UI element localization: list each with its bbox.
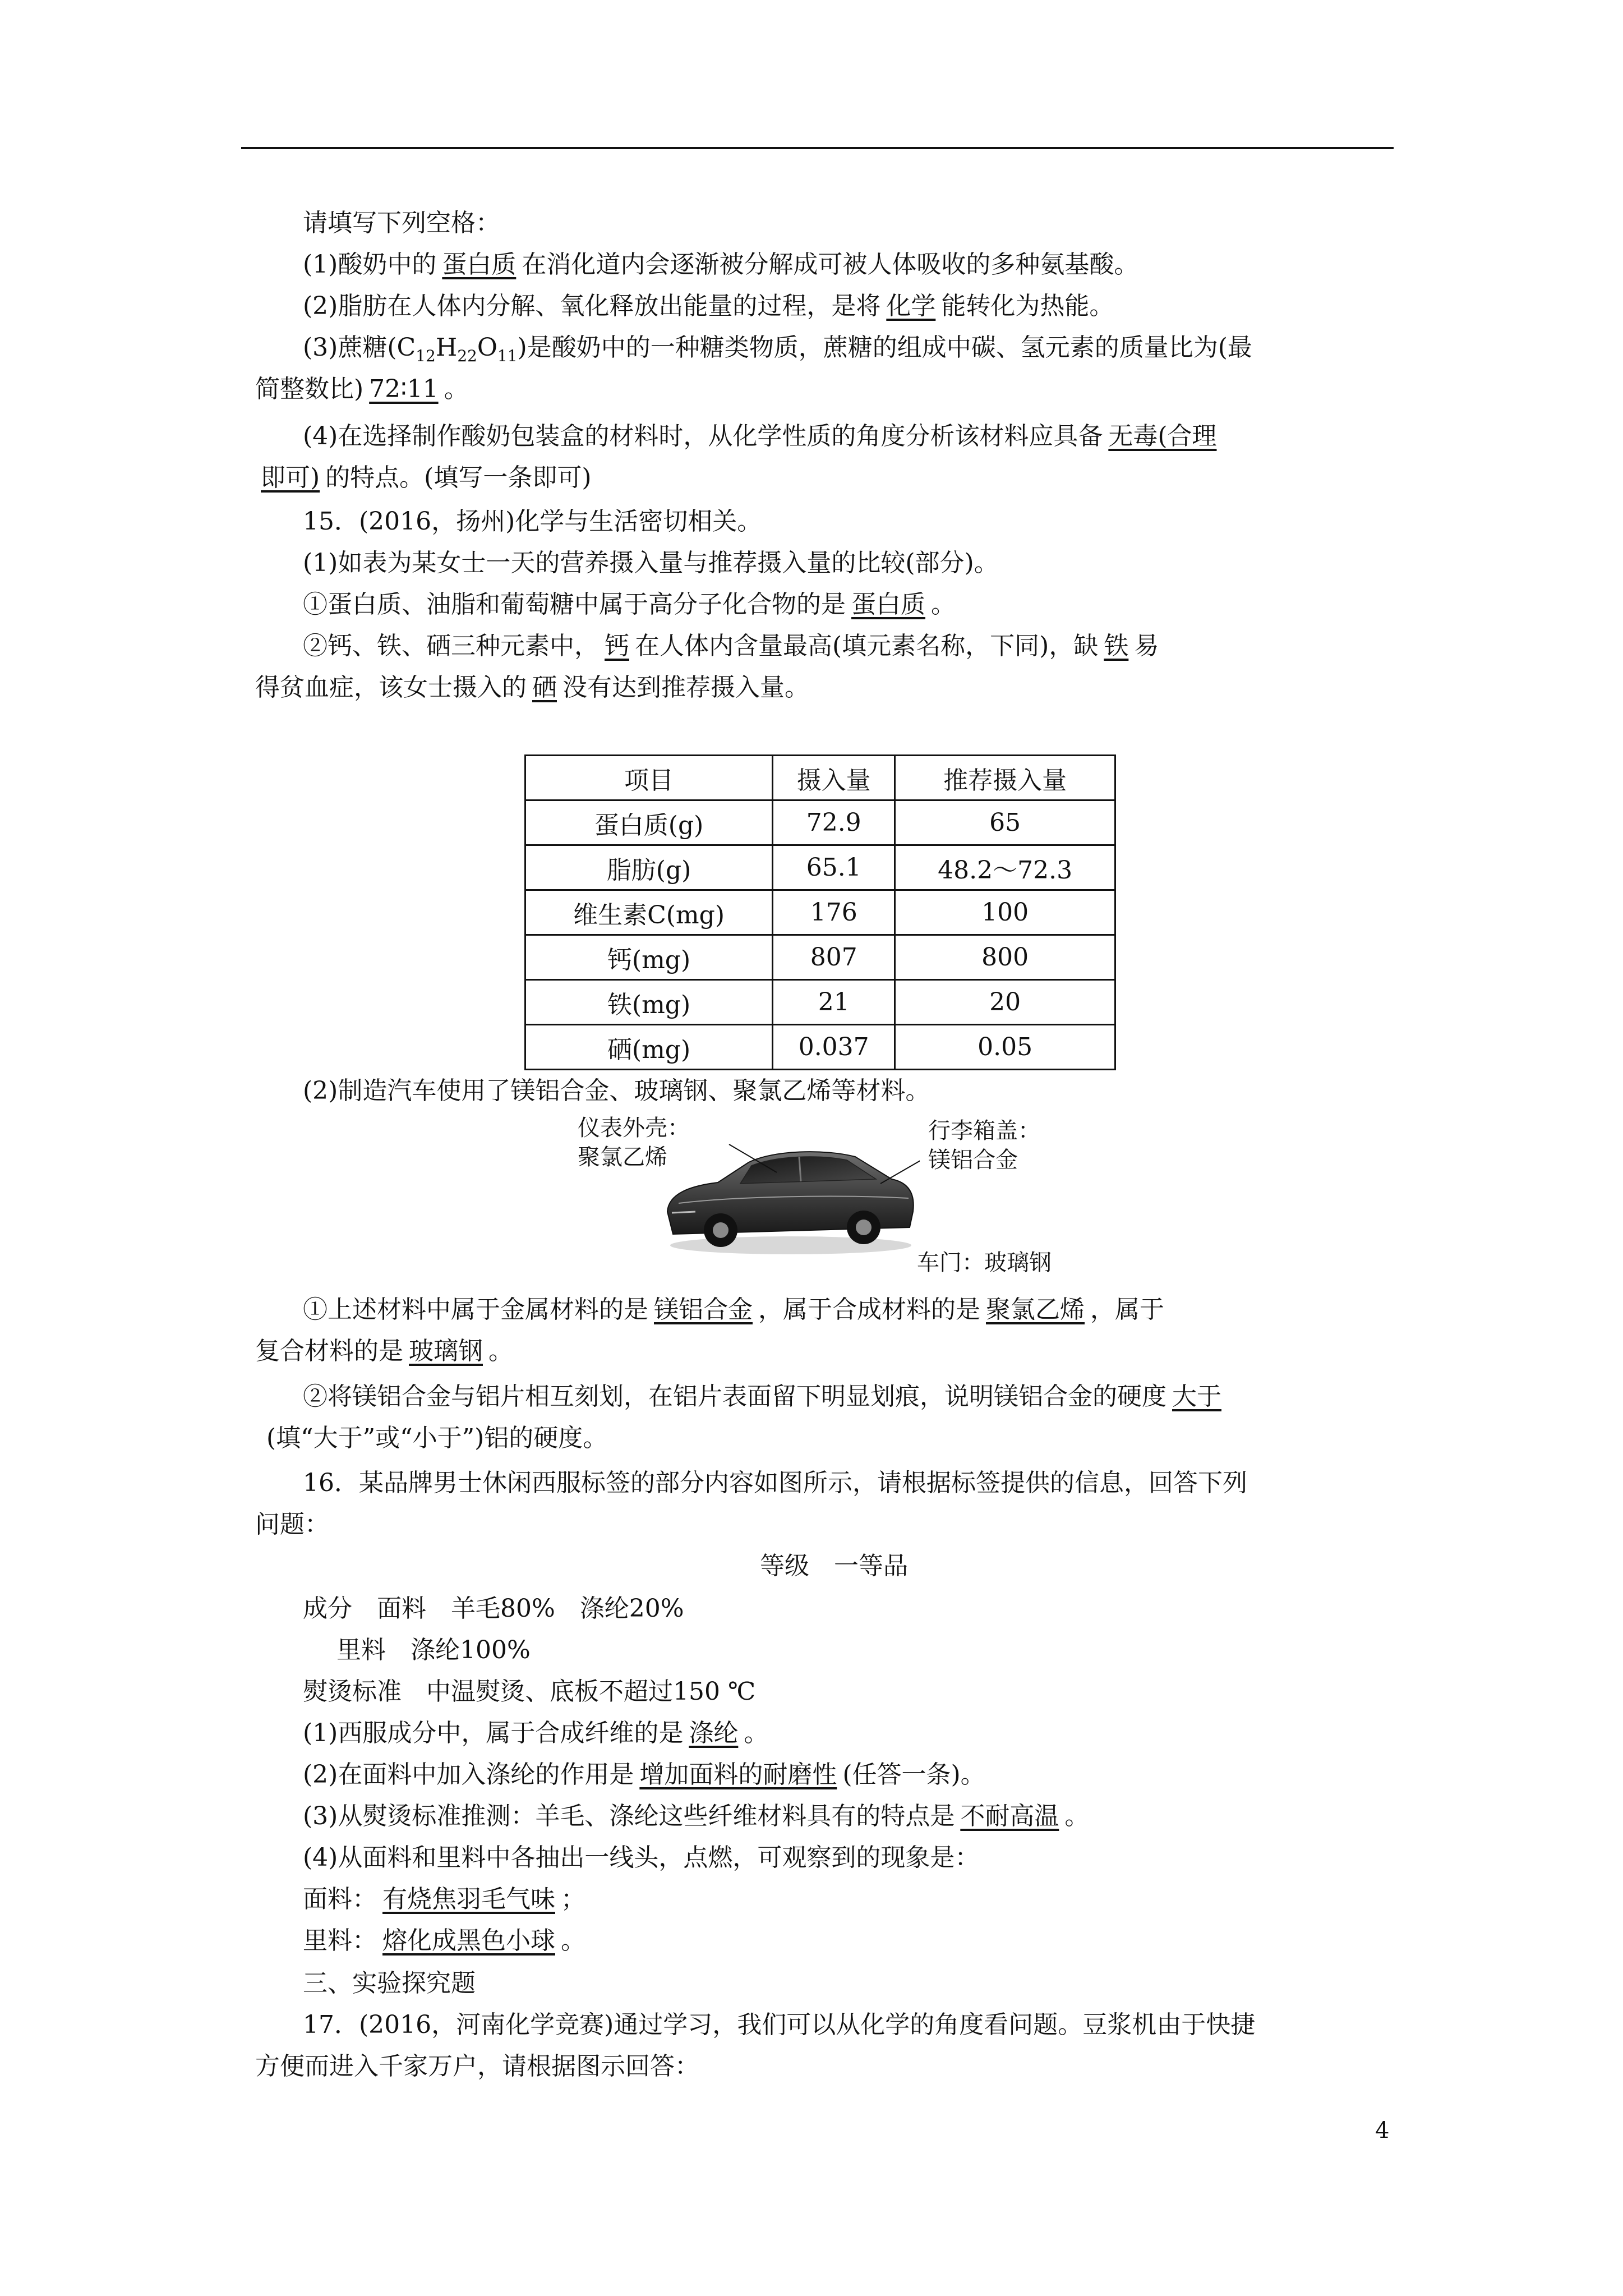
q15-item1: ①蛋白质、油脂和葡萄糖中属于高分子化合物的是 蛋白质 。 xyxy=(303,590,956,619)
table-row xyxy=(525,845,1115,890)
q14-part2: (2)脂肪在人体内分解、氧化释放出能量的过程，是将 化学 能转化为热能。 xyxy=(303,292,1114,320)
table-cell: 48.2～72.3 xyxy=(895,845,1115,890)
label-composition: 成分 面料 羊毛80% 涤纶20% xyxy=(303,1594,684,1623)
car-label-trunk: 行李箱盖： 镁铝合金 xyxy=(928,1118,1040,1173)
q15-d2-cont: (填“大于”或“小于”)铝的硬度。 xyxy=(255,1421,607,1455)
table-cell: 0.05 xyxy=(895,1025,1115,1070)
table-cell: 21 xyxy=(773,980,895,1025)
header-rule xyxy=(241,147,1394,149)
q15-item2-cont: 得贫血症，该女士摄入的 硒 没有达到推荐摄入量。 xyxy=(255,673,809,702)
table-cell: 蛋白质(g) xyxy=(525,800,773,845)
answer-blank: 钙 xyxy=(605,632,629,660)
q14-part3: (3)蔗糖$(C_{12}H_{22}O_{11})$是酸奶中的一种糖类物质，蔗糖的组成中碳、氢元素的质量比为(最 xyxy=(303,333,1252,365)
answer-blank: 即可) xyxy=(261,463,320,492)
table-cell: 硒(mg) xyxy=(525,1025,773,1070)
table-cell: 铁(mg) xyxy=(525,980,773,1025)
table-cell: 脂肪(g) xyxy=(525,845,773,890)
answer-blank: 无毒(合理 xyxy=(1108,422,1217,450)
answer-blank: 熔化成黑色小球 xyxy=(382,1926,555,1955)
answer-blank: 化学 xyxy=(886,292,936,320)
label-grade: 等级 一等品 xyxy=(760,1552,908,1580)
table-cell: 20 xyxy=(895,980,1115,1025)
table-header: 推荐摄入量 xyxy=(895,756,1115,800)
q16-part4-fabric: 面料： 有烧焦羽毛气味 ； xyxy=(303,1885,585,1913)
q14-part4-cont: 即可) 的特点。(填写一条即可) xyxy=(255,461,592,495)
table-row xyxy=(525,890,1115,935)
answer-blank: 铁 xyxy=(1104,632,1129,660)
answer-blank: 玻璃钢 xyxy=(409,1337,483,1365)
q14-part1: (1)酸奶中的 蛋白质 在消化道内会逐渐被分解成可被人体吸收的多种氨基酸。 xyxy=(303,250,1139,279)
table-cell: 0.037 xyxy=(773,1025,895,1070)
q16-part4-lining: 里料： 熔化成黑色小球 。 xyxy=(303,1926,585,1955)
q14-part3-cont: 简整数比) 72∶11 。 xyxy=(255,375,469,403)
q15-d1-cont: 复合材料的是 玻璃钢 。 xyxy=(255,1337,513,1365)
section-heading: 三、实验探究题 xyxy=(303,1969,476,1998)
car-label-dashboard: 仪表外壳： 聚氯乙烯 xyxy=(578,1115,690,1170)
answer-blank: 不耐高温 xyxy=(960,1802,1059,1830)
q16-part1: (1)西服成分中，属于合成纤维的是 涤纶 。 xyxy=(303,1719,769,1747)
car-illustration xyxy=(656,1128,920,1259)
table-cell: 807 xyxy=(773,935,895,980)
table-cell: 钙(mg) xyxy=(525,935,773,980)
q15-d2: ②将镁铝合金与铝片相互刻划，在铝片表面留下明显划痕，说明镁铝合金的硬度 大于 xyxy=(303,1380,1227,1414)
table-cell: 100 xyxy=(895,890,1115,935)
label-lining: 里料 涤纶100% xyxy=(336,1636,531,1664)
q15-sub2: (2)制造汽车使用了镁铝合金、玻璃钢、聚氯乙烯等材料。 xyxy=(303,1076,930,1105)
q16-part2: (2)在面料中加入涤纶的作用是 增加面料的耐磨性 (任答一条)。 xyxy=(303,1760,985,1789)
table-row xyxy=(525,935,1115,980)
table-header: 项目 xyxy=(525,756,773,800)
answer-blank: 镁铝合金 xyxy=(654,1295,753,1324)
car-label-door: 车门：玻璃钢 xyxy=(917,1250,1052,1276)
table-cell: 维生素C(mg) xyxy=(525,890,773,935)
table-row xyxy=(525,800,1115,845)
q16-title-cont: 问题： xyxy=(255,1510,329,1539)
q17-text: 17．(2016，河南化学竞赛)通过学习，我们可以从化学的角度看问题。豆浆机由于快捷 xyxy=(303,2010,1256,2039)
answer-blank: 聚氯乙烯 xyxy=(986,1295,1085,1324)
table-header: 摄入量 xyxy=(773,756,895,800)
answer-blank: 增加面料的耐磨性 xyxy=(639,1760,837,1789)
table-cell: 72.9 xyxy=(773,800,895,845)
q15-item2: ②钙、铁、硒三种元素中， 钙 在人体内含量最高(填元素名称，下同)，缺 铁 易 xyxy=(303,632,1159,660)
q15-title: 15．(2016，扬州)化学与生活密切相关。 xyxy=(303,507,762,536)
q14-part4: (4)在选择制作酸奶包装盒的材料时，从化学性质的角度分析该材料应具备 无毒(合理 xyxy=(303,420,1223,453)
answer-blank: 硒 xyxy=(532,673,557,702)
intro-text: 请填写下列空格： xyxy=(303,209,500,237)
table-header-row xyxy=(525,756,1115,800)
answer-blank: 蛋白质 xyxy=(442,250,517,279)
page-number: 4 xyxy=(1375,2118,1390,2143)
answer-blank: 有烧焦羽毛气味 xyxy=(382,1885,555,1913)
answer-blank: 蛋白质 xyxy=(851,590,925,619)
answer-blank xyxy=(255,1424,266,1452)
label-ironing: 熨烫标准 中温熨烫、底板不超过150 ℃ xyxy=(303,1677,756,1706)
table-row xyxy=(525,1025,1115,1070)
q16-part4: (4)从面料和里料中各抽出一线头，点燃，可观察到的现象是： xyxy=(303,1843,980,1872)
nutrition-table xyxy=(524,754,1116,1070)
answer-blank: 72∶11 xyxy=(369,375,439,403)
table-cell: 65.1 xyxy=(773,845,895,890)
q16-title: 16．某品牌男士休闲西服标签的部分内容如图所示，请根据标签提供的信息，回答下列 xyxy=(303,1469,1247,1497)
q15-d1: ①上述材料中属于金属材料的是 镁铝合金 ，属于合成材料的是 聚氯乙烯 ，属于 xyxy=(303,1295,1164,1324)
table-row xyxy=(525,980,1115,1025)
table-cell: 176 xyxy=(773,890,895,935)
answer-blank: 大于 xyxy=(1172,1382,1221,1411)
table-cell: 65 xyxy=(895,800,1115,845)
q17-text-cont: 方便而进入千家万户，请根据图示回答： xyxy=(255,2052,699,2081)
q16-part3: (3)从熨烫标准推测：羊毛、涤纶这些纤维材料具有的特点是 不耐高温 。 xyxy=(303,1802,1090,1830)
answer-blank: 涤纶 xyxy=(689,1719,739,1747)
q15-sub1: (1)如表为某女士一天的营养摄入量与推荐摄入量的比较(部分)。 xyxy=(303,549,999,577)
table-cell: 800 xyxy=(895,935,1115,980)
